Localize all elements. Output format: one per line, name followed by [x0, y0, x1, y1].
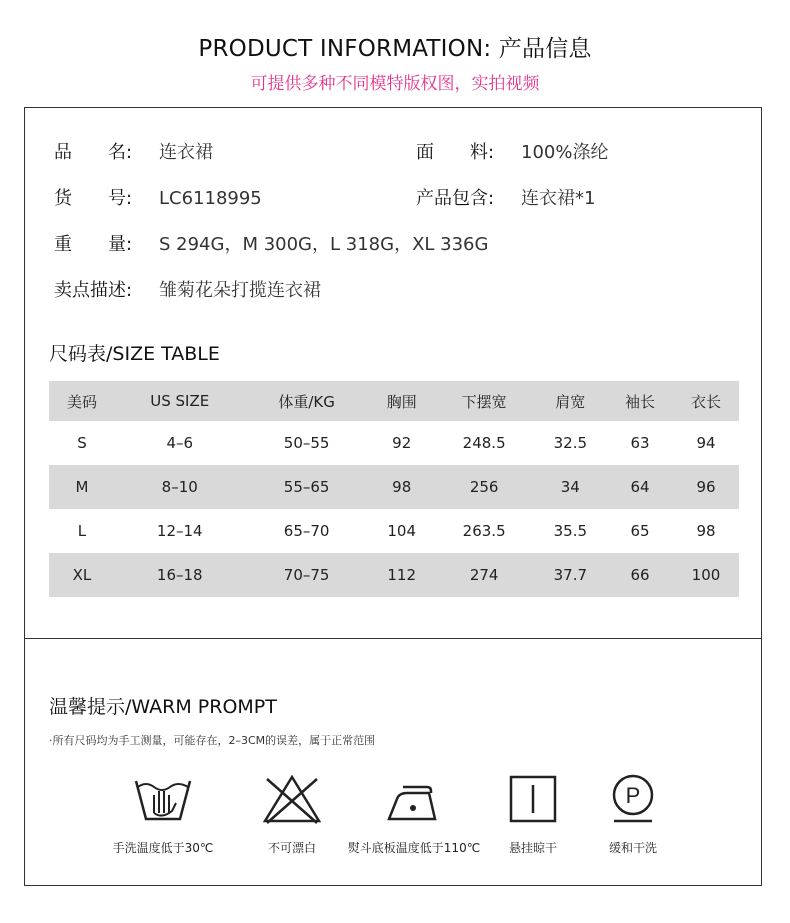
care-item-no-bleach [247, 773, 337, 856]
table-cell: 256 [435, 465, 534, 509]
table-cell: 98 [369, 465, 435, 509]
info-item-no [54, 184, 262, 210]
info-name [54, 138, 213, 164]
no-bleach-icon [261, 773, 323, 825]
table-row [49, 553, 739, 597]
info-item-no-label: 货 号: [54, 188, 133, 209]
info-selling-point [54, 276, 321, 302]
care-item-hand-wash [103, 773, 223, 856]
size-table-header [49, 381, 739, 421]
size-table-title: 尺码表/SIZE TABLE [49, 343, 220, 365]
header-cell: 袖长 [607, 381, 673, 421]
table-cell: 104 [387, 522, 417, 540]
table-cell: 63 [630, 434, 650, 452]
table-cell: 274 [435, 553, 534, 597]
header-cell: 衣长 [673, 381, 739, 421]
table-cell: 55–65 [245, 465, 369, 509]
header-cell: US SIZE [115, 381, 245, 421]
svg-text:P: P [625, 783, 641, 808]
table-cell: 12–14 [156, 522, 203, 540]
hand-wash-icon [132, 773, 194, 825]
info-panel [24, 107, 762, 886]
table-cell: 35.5 [553, 522, 588, 540]
care-label: 手洗温度低于30℃ [112, 841, 214, 855]
table-cell: 50–55 [283, 434, 330, 452]
table-cell: 37.7 [534, 553, 607, 597]
header-cell: 美码 [49, 381, 115, 421]
table-row [49, 421, 739, 465]
table-cell: 16–18 [115, 553, 245, 597]
care-label: 不可漂白 [267, 841, 316, 855]
table-cell: 34 [534, 465, 607, 509]
size-table [49, 381, 739, 597]
info-package-label: 产品包含: [416, 188, 495, 209]
table-cell: L [77, 522, 87, 540]
info-name-label: 品 名: [54, 142, 133, 163]
header-cell: 肩宽 [534, 381, 607, 421]
info-item-no-value: LC6118995 [159, 188, 262, 209]
info-selling-value: 雏菊花朵打揽连衣裙 [159, 280, 321, 301]
header-cell: 胸围 [369, 381, 435, 421]
table-cell: 32.5 [553, 434, 588, 452]
table-cell: 100 [673, 553, 739, 597]
info-name-value: 连衣裙 [159, 142, 213, 163]
care-item-iron [341, 773, 487, 856]
table-cell: 96 [673, 465, 739, 509]
table-cell: 65 [630, 522, 650, 540]
table-cell: 98 [696, 522, 716, 540]
section-divider [25, 638, 761, 639]
table-cell: 248.5 [462, 434, 506, 452]
care-item-line-dry [491, 773, 575, 856]
table-cell: 64 [607, 465, 673, 509]
info-weight [54, 230, 488, 256]
info-weight-label: 重 量: [54, 234, 133, 255]
table-cell: 65–70 [283, 522, 330, 540]
info-weight-value: S 294G，M 300G，L 318G，XL 336G [159, 234, 489, 255]
info-selling-label: 卖点描述: [54, 280, 133, 301]
info-material-label: 面 料: [416, 142, 495, 163]
table-cell: 94 [696, 434, 716, 452]
info-package-value: 连衣裙*1 [521, 188, 596, 209]
warm-prompt-title: 温馨提示/WARM PROMPT [49, 696, 277, 718]
measurement-note: ·所有尺码均为手工测量，可能存在，2–3CM的误差，属于正常范围 [49, 734, 376, 747]
info-package [416, 184, 595, 210]
care-label: 熨斗底板温度低于110℃ [347, 841, 481, 855]
care-label: 缓和干洗 [608, 841, 657, 855]
care-label: 悬挂晾干 [508, 841, 557, 855]
page-subtitle: 可提供多种不同模特版权图，实拍视频 [250, 74, 540, 94]
page-title: PRODUCT INFORMATION: 产品信息 [198, 36, 592, 62]
table-cell: 112 [369, 553, 435, 597]
table-cell: 8–10 [115, 465, 245, 509]
table-cell: S [77, 434, 87, 452]
header-cell: 体重/KG [245, 381, 369, 421]
info-material [416, 138, 608, 164]
table-cell: 70–75 [245, 553, 369, 597]
table-cell: M [49, 465, 115, 509]
table-row [49, 509, 739, 553]
table-cell: 66 [607, 553, 673, 597]
table-cell: 92 [392, 434, 412, 452]
care-item-dry-clean [591, 773, 675, 856]
table-row [49, 465, 739, 509]
iron-icon [383, 773, 445, 825]
dry-clean-p-icon [602, 773, 664, 825]
info-material-value: 100%涤纶 [521, 142, 609, 163]
line-dry-icon [502, 773, 564, 825]
table-cell: XL [49, 553, 115, 597]
table-cell: 263.5 [462, 522, 506, 540]
table-cell: 4–6 [166, 434, 194, 452]
header-cell: 下摆宽 [435, 381, 534, 421]
